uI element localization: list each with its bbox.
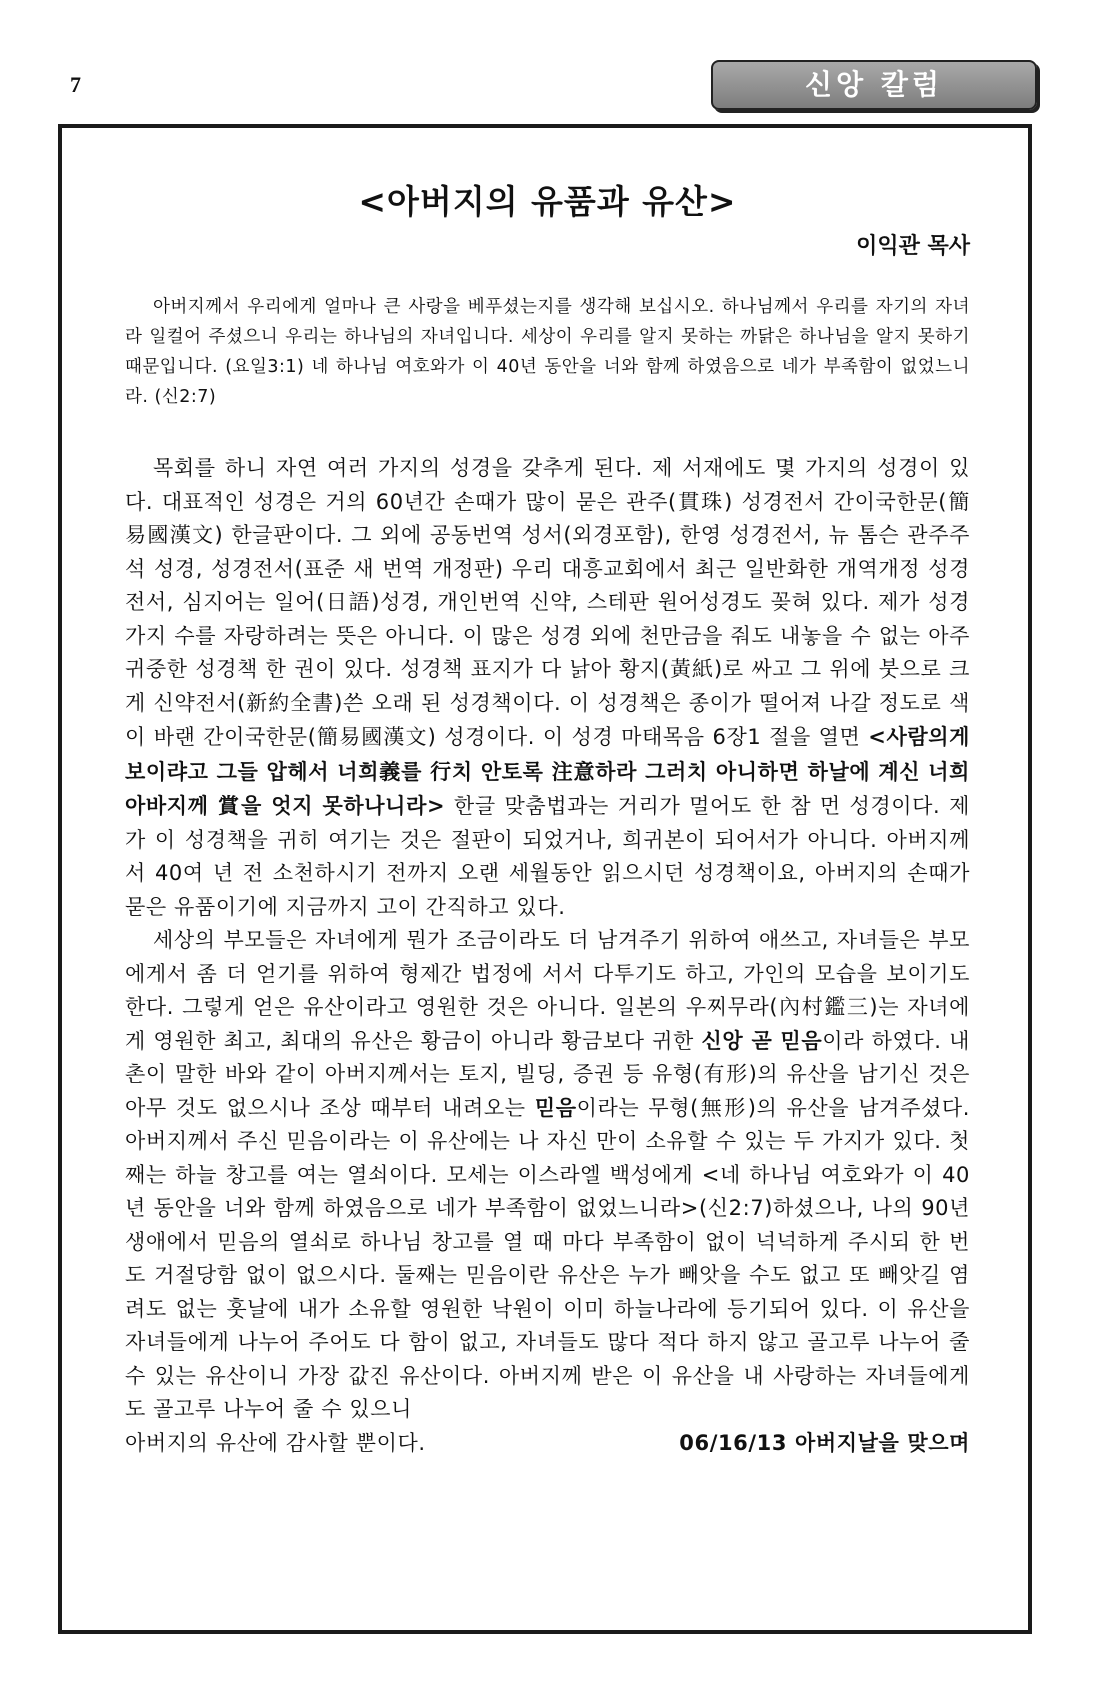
article-author: 이익관 목사 (856, 234, 970, 259)
paragraph-1-text-b: 한글 맞춤법과는 거리가 멀어도 한 참 먼 성경이다. 제가 이 성경책을 귀히 여기는 것은 절판이 되었거나, 희귀본이 되어서가 아니다. 아버지께서 40여 년 전 소천하시기 전까지 오랜 세월동안 읽으시던 성경책이요, 아버지의 손때가 묻은 유품이기에 지금까지 고이 간직하고 있다. (125, 794, 970, 919)
old-bible-quote: <사람의게 보이랴고 그들 압헤서 너희義를 行치 안토록 注意하라 그러치 아니하면 하날에 계신 너희 아바지께 賞을 엇지 못하나니라> (125, 724, 970, 818)
signoff-date: 06/16/13 아버지날을 맞으며 (679, 1430, 970, 1455)
scripture-quote: 아버지께서 우리에게 얼마나 큰 사랑을 베푸셨는지를 생각해 보십시오. 하나님께서 우리를 자기의 자녀라 일컬어 주셨으니 우리는 하나님의 자녀입니다. 세상이 우리를 알지 못하는 까닭은 하나님을 알지 못하기 때문입니다. (요일3:1) 네 하나님 여호와가 이 40년 동안을 너와 함께 하였음으로 네가 부족함이 없었느니라. (신2:7) (125, 297, 970, 407)
article-title: <아버지의 유품과 유산> (358, 182, 737, 221)
paragraph-2 (125, 924, 970, 1427)
paragraph-1 (125, 452, 970, 924)
closing-text: 아버지의 유산에 감사할 뿐이다. (125, 1430, 426, 1455)
article (125, 180, 970, 1460)
closing-line (125, 1427, 970, 1461)
paragraph-2-text-a: 세상의 부모들은 자녀에게 뭔가 조금이라도 더 남겨주기 위하여 애쓰고, 자녀들은 부모에게서 좀 더 얻기를 위하여 형제간 법정에 서서 다투기도 하고, 가인의 모습을 보이기도 한다. 그렇게 얻은 유산이라고 영원한 것은 아니다. 일본의 우찌무라(內村鑑三)는 자녀에게 영원한 최고, 최대의 유산은 황금이 아니라 황금보다 귀한 (125, 928, 970, 1053)
paragraph-2-text-b: 이라 하였다. 내촌이 말한 바와 같이 아버지께서는 토지, 빌딩, 증권 등 유형(有形)의 유산을 남기신 것은 아무 것도 없으시나 조상 때부터 내려오는 (125, 1028, 970, 1120)
paragraph-2-text-c: 이라는 무형(無形)의 유산을 남겨주셨다. 아버지께서 주신 믿음이라는 이 유산에는 나 자신 만이 소유할 수 있는 두 가지가 있다. 첫째는 하늘 창고를 여는 열쇠이다. 모세는 이스라엘 백성에게 <네 하나님 여호와가 이 40 년 동안을 너와 함께 하였음으로 네가 부족함이 없었느니라>(신2:7)하셨으나, 나의 90년 생애에서 믿음의 열쇠로 하나님 창고를 열 때 마다 부족함이 없이 넉넉하게 주시되 한 번도 거절당함 없이 없으시다. 둘째는 믿음이란 유산은 누가 빼앗을 수도 없고 또 빼앗길 염려도 없는 훗날에 내가 소유할 영원한 낙원이 이미 하늘나라에 등기되어 있다. 이 유산을 자녀들에게 나누어 주어도 다 함이 없고, 자녀들도 많다 적다 하지 않고 골고루 나누어 줄 수 있는 유산이니 가장 값진 유산이다. 아버지께 받은 이 유산을 내 사랑하는 자녀들에게도 골고루 나누어 줄 수 있으니 (125, 1095, 971, 1421)
section-tab: 신앙 칼럼 (711, 60, 1037, 110)
belief-emphasis: 믿음 (534, 1095, 577, 1120)
page-number: 7 (70, 72, 81, 97)
paragraph-1-text-a: 목회를 하니 자연 여러 가지의 성경을 갖추게 된다. 제 서재에도 몇 가지의 성경이 있다. 대표적인 성경은 거의 60년간 손때가 많이 묻은 관주(貫珠) 성경전서 간이국한문(簡易國漢文) 한글판이다. 그 외에 공동번역 성서(외경포함), 한영 성경전서, 뉴 톰슨 관주주석 성경, 성경전서(표준 새 번역 개정판) 우리 대흥교회에서 최근 일반화한 개역개정 성경전서, 심지어는 일어(日語)성경, 개인번역 신약, 스테판 원어성경도 꽂혀 있다. 제가 성경 가지 수를 자랑하려는 뜻은 아니다. 이 많은 성경 외에 천만금을 줘도 내놓을 수 없는 아주 귀중한 성경책 한 권이 있다. 성경책 표지가 다 낡아 황지(黃紙)로 싸고 그 위에 붓으로 크게 신약전서(新約全書)쓴 오래 된 성경책이다. 이 성경책은 종이가 떨어져 나갈 정도로 색이 바랜 간이국한문(簡易國漢文) 성경이다. 이 성경 마태목음 6장1 절을 열면 (125, 456, 970, 749)
faith-emphasis: 신앙 곧 믿음 (701, 1028, 823, 1053)
